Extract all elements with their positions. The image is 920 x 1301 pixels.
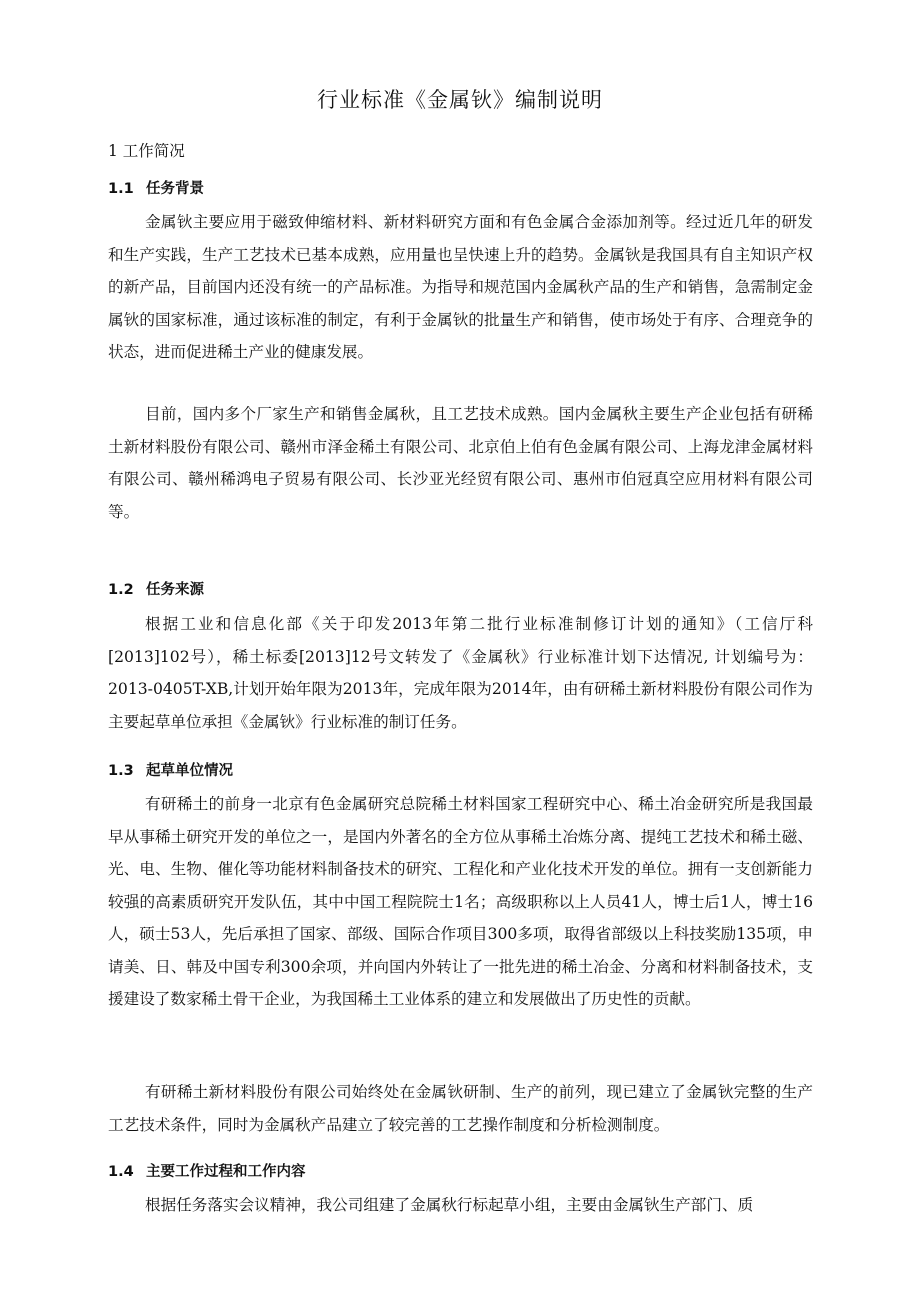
document-title: 行业标准《金属钬》编制说明: [317, 88, 603, 112]
section-1-2-heading: [108, 579, 204, 601]
section-1-3-paragraph-1: 有研稀土的前身一北京有色金属研究总院稀土材料国家工程研究中心、稀土冶金研究所是我国最早从事稀土研究开发的单位之一，是国内外著名的全方位从事稀土冶炼分离、提纯工艺技术和稀土磁、光、电、生物、催化等功能材料制备技术的研究、工程化和产业化技术开发的单位。拥有一支创新能力较强的高素质研究开发队伍，其中中国工程院院士1名；高级职称以上人员41人，博士后1人，博士16人，硕士53人，先后承担了国家、部级、国际合作项目300多项，取得省部级以上科技奖励135项，申请美、日、韩及中国专利300余项，并向国内外转让了一批先进的稀土冶金、分离和材料制备技术，支援建设了数家稀土骨干企业，为我国稀土工业体系的建立和发展做出了历史性的贡献。: [108, 795, 813, 1008]
section-1-3-heading: [108, 760, 233, 782]
section-1-3-paragraph-2: 有研稀土新材料股份有限公司始终处在金属钬研制、生产的前列，现已建立了金属钬完整的生产工艺技术条件，同时为金属秋产品建立了较完善的工艺操作制度和分析检测制度。: [108, 1083, 813, 1134]
section-1-3-title: 起草单位情况: [146, 763, 233, 779]
section-1-4-title: 主要工作过程和工作内容: [146, 1164, 306, 1180]
section-1-2-number: 1.2: [108, 582, 134, 598]
section-1-1-paragraph-1: 金属钬主要应用于磁致伸缩材料、新材料研究方面和有色金属合金添加剂等。经过近几年的研发和生产实践，生产工艺技术已基本成熟，应用量也呈快速上升的趋势。金属钬是我国具有自主知识产权的新产品，目前国内还没有统一的产品标准。为指导和规范国内金属秋产品的生产和销售，急需制定金属钬的国家标准，通过该标准的制定，有利于金属钬的批量生产和销售，使市场处于有序、合理竞争的状态，进而促进稀土产业的健康发展。: [108, 213, 813, 361]
section-1-heading: 1 工作简况: [108, 142, 185, 160]
section-1-1-heading: [108, 178, 204, 200]
section-1-2-paragraph-1: 根据工业和信息化部《关于印发2013年第二批行业标准制修订计划的通知》（工信厅科[2013]102号），稀土标委[2013]12号文转发了《金属秋》行业标准计划下达情况, 计划编号为：2013-0405T-XB,计划开始年限为2013年，完成年限为2014年，由有研稀土新材料股份有限公司作为主要起草单位承担《金属钬》行业标准的制订任务。: [108, 615, 813, 731]
section-1-1-paragraph-2: 目前，国内多个厂家生产和销售金属秋，且工艺技术成熟。国内金属秋主要生产企业包括有研稀土新材料股份有限公司、赣州市泽金稀土有限公司、北京伯上伯有色金属有限公司、上海龙津金属材料有限公司、赣州稀鸿电子贸易有限公司、长沙亚光经贸有限公司、惠州市伯冠真空应用材料有限公司等。: [108, 405, 813, 521]
section-1-1-number: 1.1: [108, 181, 134, 197]
section-1-3-number: 1.3: [108, 763, 134, 779]
section-1-2-title: 任务来源: [146, 582, 204, 598]
section-1-4-number: 1.4: [108, 1164, 134, 1180]
section-1-4-paragraph-1: 根据任务落实会议精神，我公司组建了金属秋行标起草小组，主要由金属钬生产部门、质: [145, 1196, 754, 1214]
section-1-4-heading: [108, 1161, 306, 1183]
section-1-1-title: 任务背景: [146, 181, 204, 197]
